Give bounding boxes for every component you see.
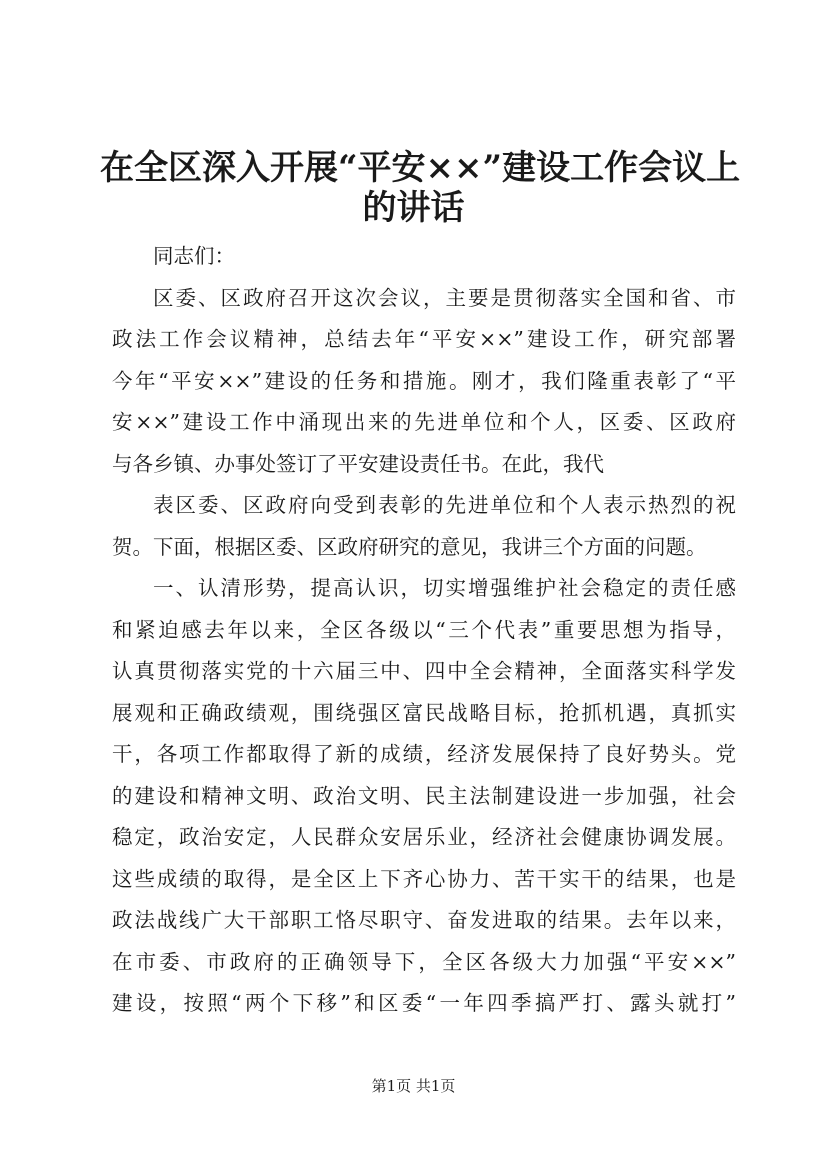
document-title: [100, 148, 741, 228]
body-line: 稳定，政治安定，人民群众安居乐业，经济社会健康协调发展。: [112, 825, 736, 849]
body-line: 的建设和精神文明、政治文明、民主法制建设进一步加强，社会: [112, 783, 736, 808]
body-line: 认真贯彻落实党的十六届三中、四中全会精神，全面落实科学发: [112, 659, 736, 683]
body-line: 区委、区政府召开这次会议，主要是贯彻落实全国和省、市: [153, 285, 736, 310]
body-line: 安××”建设工作中涌现出来的先进单位和个人，区委、区政府: [112, 410, 736, 434]
title-line-2: 的讲话: [362, 188, 465, 228]
body-line: 和紧迫感去年以来，全区各级以“三个代表”重要思想为指导，: [112, 617, 736, 642]
body-line: 与各乡镇、办事处签订了平安建设责任书。在此，我代: [112, 451, 604, 476]
body-line: 一、认清形势，提高认识，切实增强维护社会稳定的责任感: [153, 576, 736, 600]
body-line: 干，各项工作都取得了新的成绩，经济发展保持了良好势头。党: [112, 742, 736, 766]
body-line: 在市委、市政府的正确领导下，全区各级大力加强“平安××”: [112, 949, 736, 974]
body-line: 贺。下面，根据区委、区政府研究的意见，我讲三个方面的问题。: [112, 534, 707, 559]
body-line: 政法工作会议精神，总结去年“平安××”建设工作，研究部署: [112, 327, 736, 351]
page-footer: 第1页 共1页: [371, 1077, 456, 1095]
body-line: 表区委、区政府向受到表彰的先进单位和个人表示热烈的祝: [153, 493, 736, 517]
body-line: 展观和正确政绩观，围绕强区富民战略目标，抢抓机遇，真抓实: [112, 700, 736, 725]
title-line-1: 在全区深入开展“平安××”建设工作会议上: [100, 148, 741, 188]
body-line: 今年“平安××”建设的任务和措施。刚才，我们隆重表彰了“平: [112, 368, 736, 393]
body-line: 建设，按照“两个下移”和区委“一年四季搞严打、露头就打”: [112, 991, 736, 1015]
body-line: 政法战线广大干部职工恪尽职守、奋发进取的结果。去年以来，: [112, 908, 736, 932]
body-line: 同志们：: [153, 244, 235, 268]
document-body: [112, 236, 736, 1025]
body-line: 这些成绩的取得，是全区上下齐心协力、苦干实干的结果，也是: [112, 866, 736, 891]
